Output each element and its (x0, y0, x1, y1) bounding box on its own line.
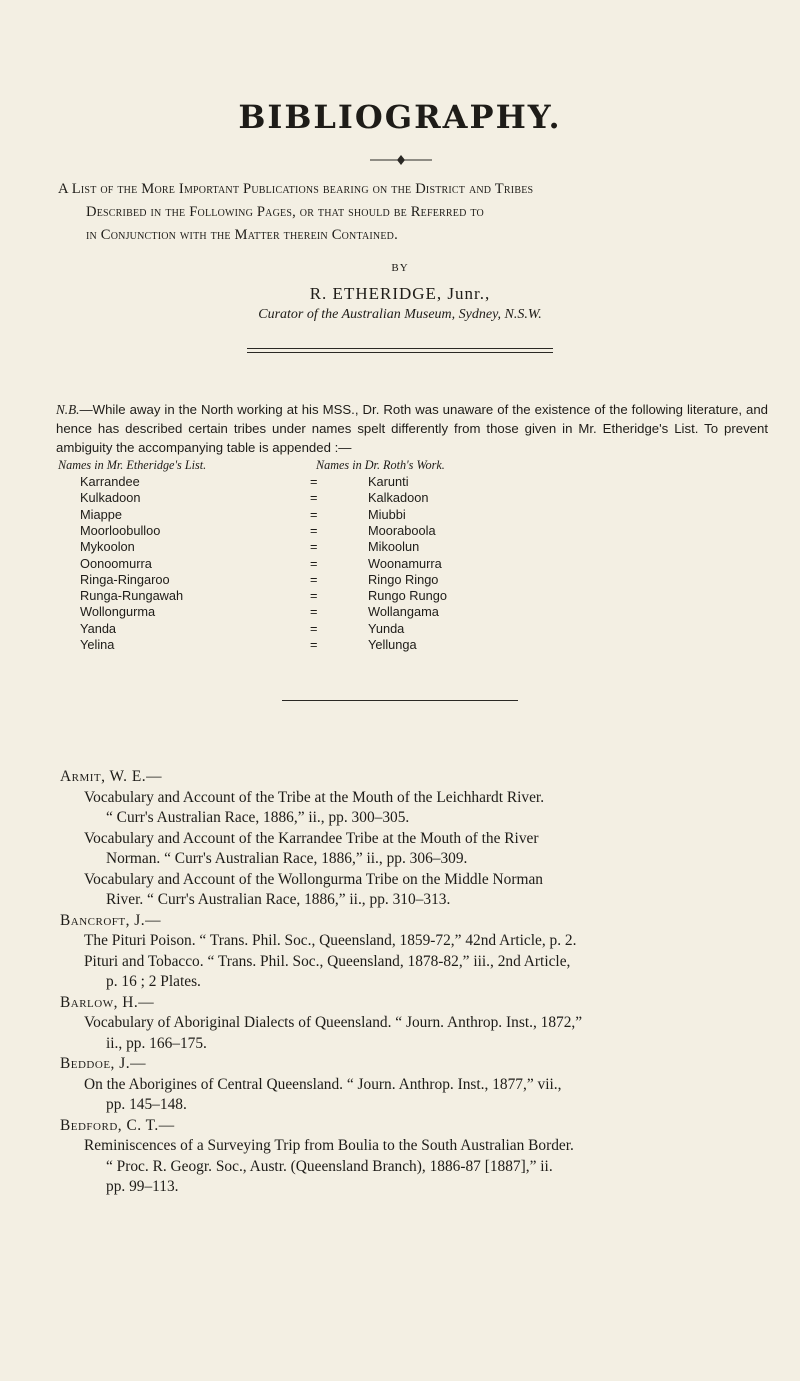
name-etheridge: Karrandee (80, 474, 140, 489)
entry-citation-line: Vocabulary and Account of the Karrandee Tribe at the Mouth of the River (84, 829, 539, 847)
name-etheridge: Moorloobulloo (80, 522, 161, 538)
equals-sign: = (310, 474, 318, 489)
author-name: R. ETHERIDGE, Junr., (309, 284, 491, 303)
note-line-2: of the following literature, and hence has described certain tribes under names spelt differently from (56, 402, 768, 436)
table-row (58, 604, 738, 620)
name-etheridge: Wollongurma (80, 604, 156, 620)
name-roth: Woonamurra (368, 555, 442, 571)
equals-sign: = (310, 490, 318, 506)
bibliography-description (58, 178, 768, 247)
entry-author: Bancroft, J.— (60, 911, 162, 929)
name-roth: Mikoolun (368, 539, 420, 555)
name-etheridge: Yelina (80, 637, 115, 652)
note-marker: N.B. (56, 402, 80, 417)
entry-citation-line: Vocabulary of Aboriginal Dialects of Queensland. “ Journ. Anthrop. Inst., 1872,” (84, 1014, 583, 1031)
equals-sign: = (310, 555, 318, 571)
author-affiliation: Curator of the Australian Museum, Sydney, N.S.W. (258, 307, 542, 322)
description-line-2: Described in the Following Pages, or that should be Referred to (86, 204, 484, 220)
title-ornament (370, 155, 432, 165)
by-label: BY (391, 262, 409, 274)
entry-citation-line: On the Aborigines of Central Queensland. “ Journ. Anthrop. Inst., 1877,” vii., (84, 1075, 562, 1093)
name-etheridge: Yanda (80, 620, 117, 636)
bibliography-entry (60, 1116, 770, 1198)
table-row (58, 637, 738, 653)
bibliography-entry (60, 993, 770, 1055)
entry-citation-line: The Pituri Poison. “ Trans. Phil. Soc., Queensland, 1859-72,” 42nd Article, p. 2. (84, 932, 577, 949)
name-roth: Yellunga (368, 637, 417, 652)
bibliography-list (60, 767, 770, 1198)
name-roth: Mooraboola (368, 522, 436, 538)
table-header-left: Names in Mr. Etheridge's List. (58, 458, 207, 472)
equals-sign: = (310, 571, 318, 587)
bibliography-entry (60, 1054, 770, 1116)
name-roth: Rungo Rungo (368, 588, 447, 604)
name-etheridge: Mykoolon (80, 539, 135, 555)
entry-citation-line: Vocabulary and Account of the Tribe at the Mouth of the Leichhardt River. (84, 788, 545, 806)
entry-citation-line: pp. 99–113. (106, 1178, 179, 1195)
double-rule-top (247, 348, 553, 349)
equals-sign: = (310, 588, 318, 604)
table-header-right: Names in Dr. Roth's Work. (316, 458, 445, 472)
equals-sign: = (310, 539, 318, 555)
entry-author: Beddoe, J.— (60, 1055, 146, 1072)
entry-citation-line: ii., pp. 166–175. (106, 1034, 207, 1052)
description-line-3: in Conjunction with the Matter therein Contained. (86, 227, 398, 243)
name-etheridge: Miappe (80, 506, 122, 522)
entry-author: Armit, W. E.— (60, 768, 162, 785)
table-row (58, 539, 738, 555)
table-row (58, 556, 738, 572)
table-row (58, 588, 738, 604)
name-roth: Miubbi (368, 506, 406, 522)
name-etheridge: Ringa-Ringaroo (80, 571, 170, 587)
table-row (58, 507, 738, 523)
name-roth: Ringo Ringo (368, 571, 439, 587)
table-row (58, 523, 738, 539)
equals-sign: = (310, 604, 318, 620)
equals-sign: = (310, 522, 318, 538)
entry-citation-line: Reminiscences of a Surveying Trip from Boulia to the South Australian Border. (84, 1137, 574, 1154)
entry-citation-line: pp. 145–148. (106, 1096, 187, 1113)
equals-sign: = (310, 506, 318, 522)
page-title: BIBLIOGRAPHY. (238, 98, 562, 136)
name-roth: Yunda (368, 620, 405, 636)
bibliography-entry (60, 911, 770, 993)
entry-citation-line: Pituri and Tobacco. “ Trans. Phil. Soc., Queensland, 1878-82,” iii., 2nd Article, (84, 952, 571, 970)
table-row (58, 621, 738, 637)
table-row (58, 572, 738, 588)
name-roth: Kalkadoon (368, 490, 429, 506)
table-row (58, 490, 738, 506)
name-etheridge: Kulkadoon (80, 490, 141, 506)
double-rule-bottom (247, 352, 553, 353)
editorial-note (56, 400, 768, 457)
entry-citation-line: p. 16 ; 2 Plates. (106, 973, 201, 990)
entry-citation-line: Vocabulary and Account of the Wollongurma Tribe on the Middle Norman (84, 870, 543, 888)
equals-sign: = (310, 620, 318, 636)
note-line-1: —While away in the North working at his MSS., Dr. Roth was unaware of the existence (79, 402, 591, 417)
entry-citation-line: River. “ Curr's Australian Race, 1886,” ii., pp. 310–313. (106, 891, 451, 908)
name-etheridge: Runga-Rungawah (80, 588, 184, 604)
name-roth: Karunti (368, 474, 409, 489)
name-roth: Wollangama (368, 604, 439, 620)
entry-citation-line: “ Proc. R. Geogr. Soc., Austr. (Queensland Branch), 1886-87 [1887],” ii. (106, 1157, 553, 1175)
bibliography-entry (60, 767, 770, 911)
entry-author: Barlow, H.— (60, 993, 155, 1011)
table-bottom-rule (282, 700, 518, 701)
equals-sign: = (310, 637, 318, 652)
entry-author: Bedford, C. T.— (60, 1116, 175, 1134)
entry-citation-line: “ Curr's Australian Race, 1886,” ii., pp. 300–305. (106, 809, 410, 826)
table-row (58, 474, 738, 490)
entry-citation-line: Norman. “ Curr's Australian Race, 1886,” ii., pp. 306–309. (106, 850, 468, 867)
description-line-1: A List of the More Important Publications bearing on the District and Tribes (58, 181, 534, 197)
name-etheridge: Oonoomurra (80, 555, 152, 571)
note-line-3: those given in Mr. Etheridge's List. To prevent ambiguity the accompanying table is appended :— (56, 421, 769, 455)
